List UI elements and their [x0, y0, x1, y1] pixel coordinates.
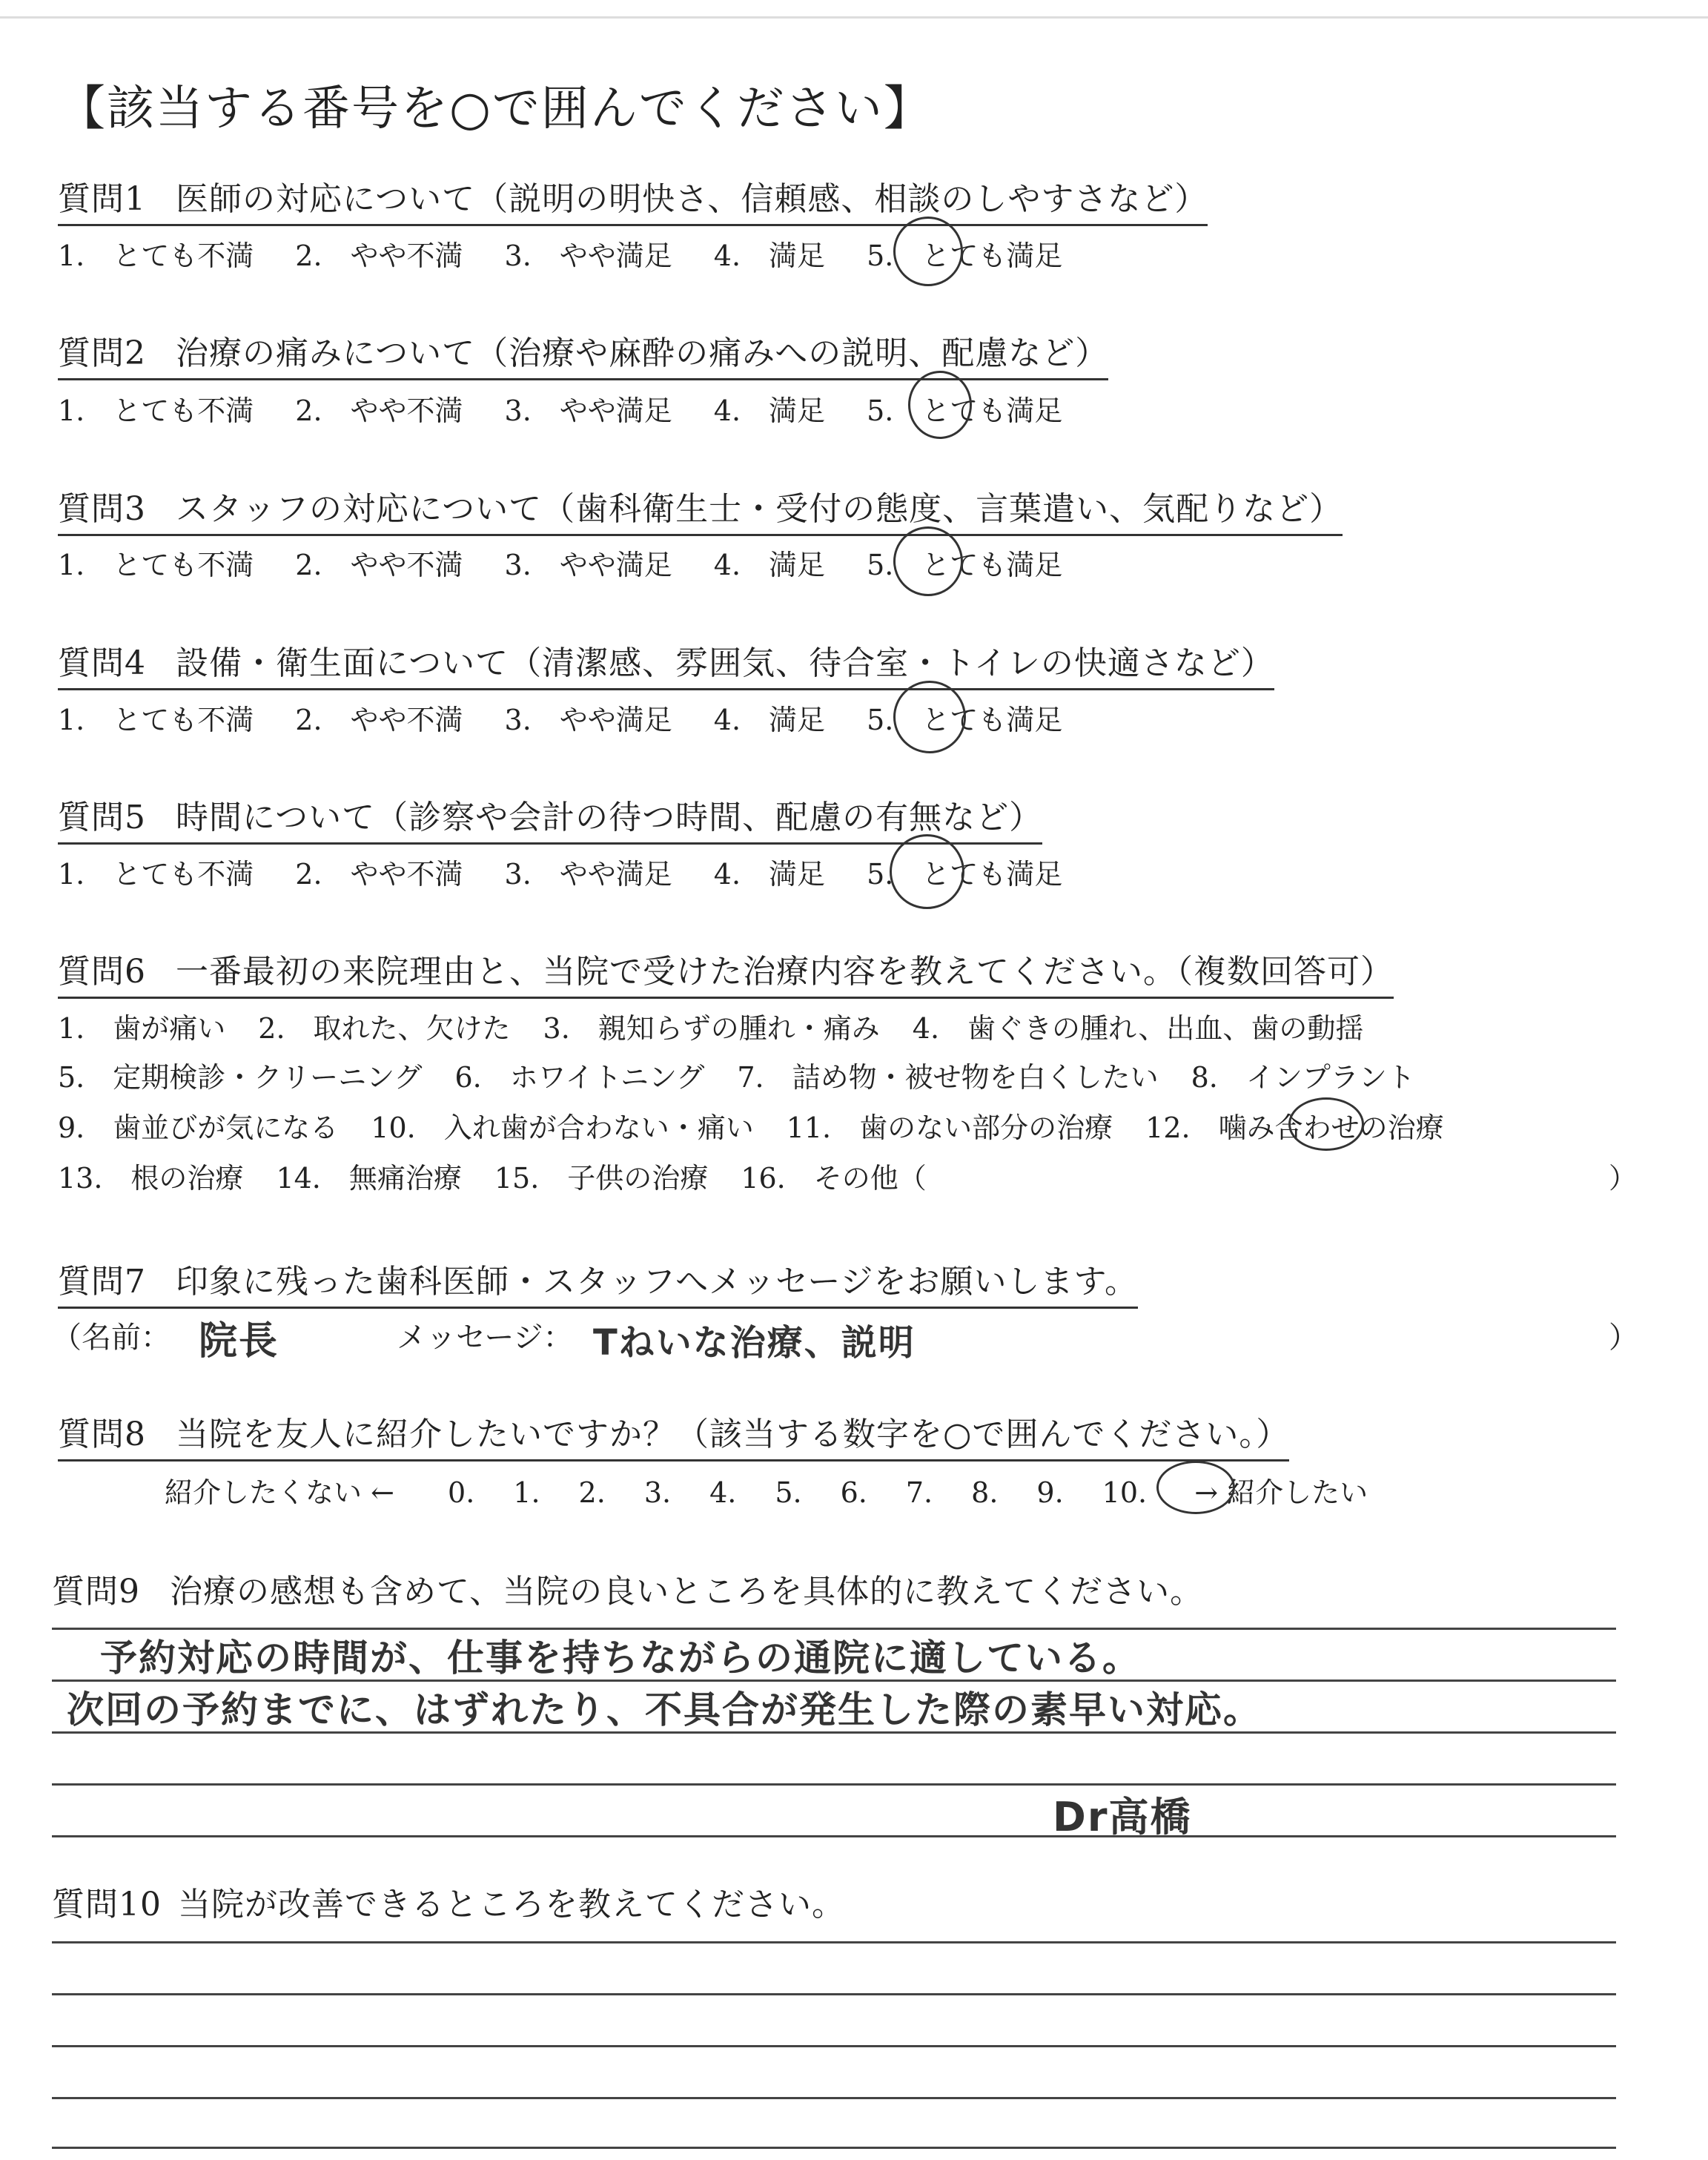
question-3-label: 質問3: [58, 490, 146, 528]
option-2[interactable]: 2. 取れた、欠けた: [258, 1012, 511, 1045]
scale-right-label: → 紹介したい: [1194, 1476, 1368, 1509]
name-label: （名前：: [52, 1321, 171, 1355]
option-2[interactable]: 2. やや不満: [295, 704, 463, 736]
question-2-text: 治療の痛みについて（治療や麻酔の痛みへの説明、配慮など）: [176, 334, 1109, 372]
answer-line: [52, 1993, 1616, 1995]
option-4[interactable]: 4. 満足: [713, 704, 826, 736]
selection-circle-q5: [890, 834, 964, 909]
question-6-row-1: [58, 1005, 1396, 1046]
question-6-heading: [58, 945, 1394, 999]
signature: Dr高橋: [1053, 1794, 1192, 1840]
answer-text-line-1[interactable]: 予約対応の時間が、仕事を持ちながらの通院に適している。: [100, 1636, 1141, 1680]
option-4[interactable]: 4. 満足: [713, 394, 826, 427]
answer-line: [52, 1835, 1616, 1837]
option-1[interactable]: 1. とても不満: [58, 549, 254, 581]
page-title: 【該当する番号を○で囲んでください】: [58, 82, 933, 136]
option-14[interactable]: 14. 無痛治療: [276, 1162, 462, 1195]
answer-line: [52, 1783, 1616, 1786]
question-4-text: 設備・衛生面について（清潔感、雰囲気、待合室・トイレの快適さなど）: [176, 644, 1274, 682]
question-7-label: 質問7: [58, 1263, 146, 1301]
option-13[interactable]: 13. 根の治療: [58, 1162, 244, 1195]
question-8-label: 質問8: [58, 1416, 146, 1453]
option-3[interactable]: 3. やや満足: [504, 858, 672, 891]
option-5[interactable]: 5. とても満足: [867, 549, 1063, 581]
option-1[interactable]: 1. とても不満: [58, 240, 254, 272]
question-6-row-3: [58, 1105, 1477, 1146]
question-9-heading: [52, 1565, 1203, 1612]
question-5-heading: [58, 790, 1042, 845]
message-value[interactable]: Tねいな治療、説明: [593, 1322, 916, 1364]
message-label: メッセージ：: [397, 1321, 573, 1355]
option-6[interactable]: 6. ホワイトニング: [454, 1061, 705, 1094]
option-9[interactable]: 9. 歯並びが気になる: [58, 1112, 339, 1144]
selection-circle-q4: [893, 681, 966, 753]
option-2[interactable]: 2. やや不満: [295, 858, 463, 891]
scale-7[interactable]: 7.: [905, 1476, 933, 1509]
option-5[interactable]: 5. とても満足: [867, 704, 1063, 736]
question-6-text: 一番最初の来院理由と、当院で受けた治療内容を教えてください。（複数回答可）: [176, 953, 1394, 991]
question-4-label: 質問4: [58, 644, 146, 682]
option-7[interactable]: 7. 詰め物・被せ物を白くしたい: [737, 1061, 1159, 1094]
scale-2[interactable]: 2.: [578, 1476, 606, 1509]
question-3-text: スタッフの対応について（歯科衛生士・受付の態度、言葉遣い、気配りなど）: [176, 490, 1343, 528]
question-1-text: 医師の対応について（説明の明快さ、信頼感、相談のしやすさなど）: [176, 180, 1208, 218]
option-3[interactable]: 3. やや満足: [504, 704, 672, 736]
option-2[interactable]: 2. やや不満: [295, 549, 463, 581]
question-10-text: 当院が改善できるところを教えてください。: [178, 1886, 845, 1923]
question-6-row-2: [58, 1054, 1448, 1095]
question-2-label: 質問2: [58, 334, 146, 372]
question-6-row-4: [58, 1155, 959, 1196]
answer-line: [52, 1941, 1616, 1943]
question-5-label: 質問5: [58, 799, 146, 836]
answer-line: [52, 2097, 1616, 2099]
question-1-label: 質問1: [58, 180, 146, 218]
question-1-heading: [58, 172, 1208, 226]
option-10[interactable]: 10. 入れ歯が合わない・痛い: [371, 1112, 754, 1144]
question-10-heading: [52, 1877, 845, 1925]
question-7-text: 印象に残った歯科医師・スタッフへメッセージをお願いします。: [176, 1263, 1138, 1301]
option-5[interactable]: 5. とても満足: [867, 240, 1063, 272]
question-7-heading: [58, 1255, 1138, 1309]
option-12[interactable]: 12. 噛み合わせの治療: [1145, 1112, 1444, 1144]
answer-line: [52, 2147, 1616, 2149]
question-8-heading: [58, 1407, 1289, 1462]
option-3[interactable]: 3. 親知らずの腫れ・痛み: [543, 1012, 880, 1045]
option-16[interactable]: 16. その他（: [741, 1162, 927, 1195]
other-close-paren: ）: [1609, 1162, 1638, 1195]
question-9-text: 治療の感想も含めて、当院の良いところを具体的に教えてください。: [170, 1573, 1204, 1611]
answer-text-line-2[interactable]: 次回の予約までに、はずれたり、不具合が発生した際の素早い対応。: [67, 1688, 1262, 1731]
selection-circle-q2: [908, 371, 972, 439]
option-4[interactable]: 4. 満足: [713, 240, 826, 272]
question-5-text: 時間について（診察や会計の待つ時間、配慮の有無など）: [176, 799, 1043, 836]
option-1[interactable]: 1. とても不満: [58, 394, 254, 427]
selection-circle-q3: [893, 526, 963, 596]
question-6-label: 質問6: [58, 953, 146, 991]
option-5[interactable]: 5. とても満足: [867, 394, 1063, 427]
scale-4[interactable]: 4.: [709, 1476, 737, 1509]
name-value[interactable]: 院長: [199, 1319, 279, 1364]
top-edge-line: [0, 16, 1708, 19]
option-4[interactable]: 4. 満足: [713, 858, 826, 891]
question-3-heading: [58, 482, 1343, 536]
option-1[interactable]: 1. とても不満: [58, 704, 254, 736]
option-3[interactable]: 3. やや満足: [504, 549, 672, 581]
question-8-text: 当院を友人に紹介したいですか？（該当する数字を○で囲んでください。）: [176, 1416, 1290, 1453]
selection-circle-q6: [1288, 1097, 1364, 1151]
option-5[interactable]: 5. 定期検診・クリーニング: [58, 1061, 423, 1094]
question-9-label: 質問9: [52, 1573, 140, 1611]
scale-10[interactable]: 10.: [1102, 1476, 1148, 1509]
option-15[interactable]: 15. 子供の治療: [494, 1162, 709, 1195]
option-11[interactable]: 11. 歯のない部分の治療: [786, 1112, 1113, 1144]
scale-6[interactable]: 6.: [840, 1476, 867, 1509]
option-5[interactable]: 5. とても満足: [867, 858, 1063, 891]
option-4[interactable]: 4. 満足: [713, 549, 826, 581]
option-4[interactable]: 4. 歯ぐきの腫れ、出血、歯の動揺: [912, 1012, 1364, 1045]
option-3[interactable]: 3. やや満足: [504, 394, 672, 427]
scale-1[interactable]: 1.: [513, 1476, 540, 1509]
option-8[interactable]: 8. インプラント: [1191, 1061, 1415, 1094]
scale-5[interactable]: 5.: [775, 1476, 802, 1509]
question-4-heading: [58, 636, 1274, 690]
option-3[interactable]: 3. やや満足: [504, 240, 672, 272]
scale-left-label: 紹介したくない ←: [165, 1476, 394, 1509]
option-1[interactable]: 1. とても不満: [58, 858, 254, 891]
scale-3[interactable]: 3.: [643, 1476, 672, 1509]
scale-0[interactable]: 0.: [448, 1476, 475, 1509]
scale-8[interactable]: 8.: [971, 1476, 999, 1509]
answer-line: [52, 2045, 1616, 2047]
message-close-paren: ）: [1609, 1321, 1638, 1355]
option-1[interactable]: 1. 歯が痛い: [58, 1012, 226, 1045]
question-10-label: 質問10: [52, 1886, 162, 1923]
scale-9[interactable]: 9.: [1036, 1476, 1064, 1509]
selection-circle-q8: [1156, 1461, 1235, 1514]
option-2[interactable]: 2. やや不満: [295, 240, 463, 272]
selection-circle-q1: [893, 217, 963, 286]
option-2[interactable]: 2. やや不満: [295, 394, 463, 427]
